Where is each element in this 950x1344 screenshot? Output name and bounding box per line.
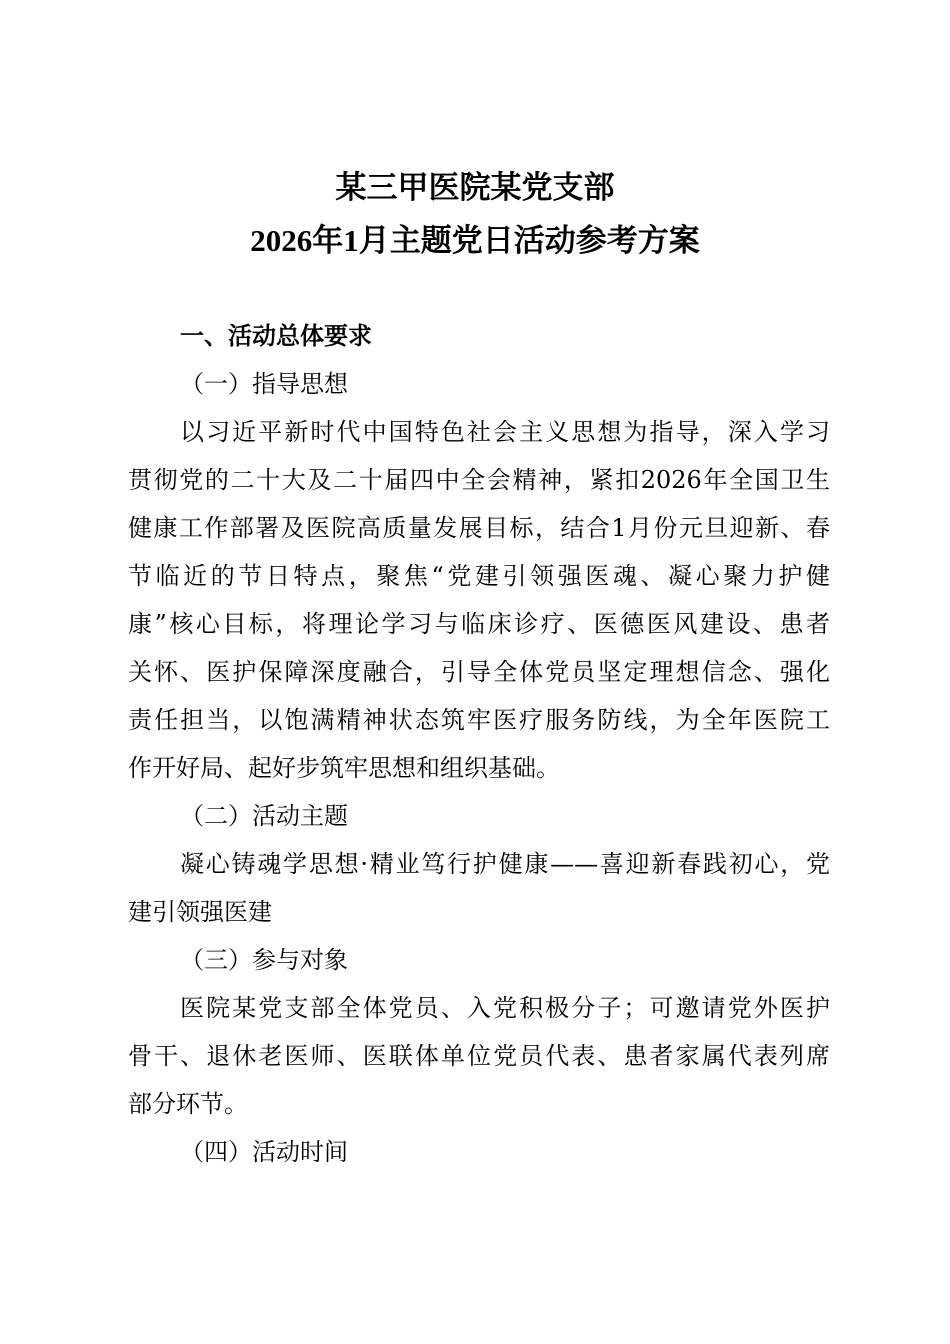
paragraph-line: 以习近平新时代中国特色社会主义思想为指导，深入学习 — [180, 418, 830, 446]
paragraph-theme — [128, 840, 830, 936]
document-body — [128, 312, 830, 1176]
document-title-line2: 2026年1月主题党日活动参考方案 — [250, 223, 700, 258]
paragraph-line: 建引领强医建 — [128, 898, 272, 926]
paragraph-line: 责任担当，以饱满精神状态筑牢医疗服务防线，为全年医院工 — [128, 706, 830, 734]
paragraph-line: 部分环节。 — [128, 1090, 248, 1118]
paragraph-line: 节临近的节日特点，聚焦“党建引领强医魂、凝心聚力护健 — [128, 562, 830, 590]
document-title-line1: 某三甲医院某党支部 — [335, 170, 615, 205]
section-heading: 一、活动总体要求 — [180, 321, 372, 350]
paragraph-line: 关怀、医护保障深度融合，引导全体党员坚定理想信念、强化 — [128, 658, 830, 686]
paragraph-line: 骨干、退休老医师、医联体单位党员代表、患者家属代表列席 — [128, 1042, 830, 1070]
paragraph-line: 贯彻党的二十大及二十届四中全会精神，紧扣2026年全国卫生 — [128, 466, 830, 494]
paragraph-line: 医院某党支部全体党员、入党积极分子；可邀请党外医护 — [180, 994, 830, 1022]
paragraph-line: 康”核心目标，将理论学习与临床诊疗、医德医风建设、患者 — [128, 610, 830, 638]
subsection-heading-time: （四）活动时间 — [180, 1138, 348, 1166]
paragraph-guiding-ideology — [128, 408, 830, 792]
subsection-heading-guiding-ideology: （一）指导思想 — [180, 370, 348, 398]
subsection-heading-theme: （二）活动主题 — [180, 802, 348, 830]
paragraph-line: 凝心铸魂学思想·精业笃行护健康——喜迎新春践初心，党 — [180, 850, 830, 878]
subsection-heading-participants: （三）参与对象 — [180, 946, 348, 974]
paragraph-line: 健康工作部署及医院高质量发展目标，结合1月份元旦迎新、春 — [128, 514, 830, 542]
paragraph-line: 作开好局、起好步筑牢思想和组织基础。 — [128, 754, 560, 782]
paragraph-participants — [128, 984, 830, 1128]
